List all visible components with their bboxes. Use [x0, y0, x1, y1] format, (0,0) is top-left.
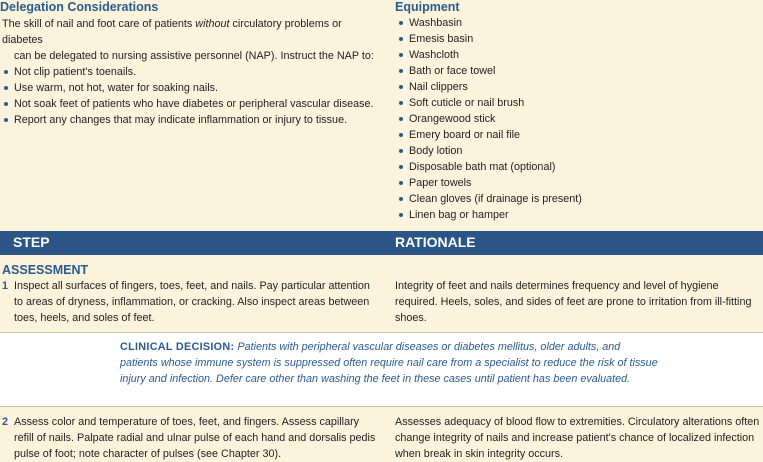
delegation-intro-line2: can be delegated to nursing assistive personnel (NAP). Instruct the NAP to:	[14, 50, 374, 62]
list-item: Paper towels	[395, 175, 763, 191]
clinical-decision-content	[120, 339, 660, 387]
step-text: Inspect all surfaces of fingers, toes, feet, and nails. Pay particular attention to areas of dryness, inflammation, or cracking. Also inspect areas between toes, heels, and soles of feet.	[14, 280, 370, 324]
delegation-intro-part2: circulatory problems or diabetes	[2, 18, 342, 46]
bullet-icon	[399, 197, 403, 201]
clinical-decision-label: CLINICAL DECISION:	[120, 341, 235, 353]
list-item: Body lotion	[395, 143, 763, 159]
bullet-icon	[399, 69, 403, 73]
clinical-decision-box	[0, 332, 763, 407]
list-item: Not soak feet of patients who have diabetes or peripheral vascular disease.	[0, 96, 385, 112]
step-number: 2	[2, 416, 9, 428]
delegation-intro	[0, 16, 385, 64]
bullet-icon	[399, 53, 403, 57]
bullet-icon	[4, 70, 8, 74]
bullet-icon	[399, 213, 403, 217]
delegation-title: Delegation Considerations	[0, 0, 159, 14]
step-rationale-header	[0, 231, 763, 255]
equipment-list	[395, 15, 763, 223]
list-item: Bath or face towel	[395, 63, 763, 79]
rationale-header: RATIONALE	[395, 234, 476, 250]
bullet-icon	[399, 21, 403, 25]
equipment-section	[395, 0, 763, 223]
equipment-title: Equipment	[395, 0, 460, 14]
list-item: Emery board or nail file	[395, 127, 763, 143]
list-item: Use warm, not hot, water for soaking nails.	[0, 80, 385, 96]
bullet-icon	[4, 86, 8, 90]
step-text: Assess color and temperature of toes, feet, and fingers. Assess capillary refill of nails. Palpate radial and ulnar pulse of each hand and dorsalis pedis pulse of foot; note character of pulses (see Chapter 30).	[14, 416, 376, 460]
delegation-intro-italic: without	[195, 18, 230, 30]
bullet-icon	[399, 101, 403, 105]
clinical-decision-text: Patients with peripheral vascular diseases or diabetes mellitus, older adults, and patients whose immune system is suppressed often require nail care from a specialist to reduce the risk of tissue injury and infection. Defer care other than washing the feet in these cases until patient has been evaluated.	[120, 341, 658, 385]
delegation-list	[0, 64, 385, 128]
list-item: Orangewood stick	[395, 111, 763, 127]
bullet-icon	[399, 133, 403, 137]
list-item: Washcloth	[395, 47, 763, 63]
table-row	[0, 278, 763, 330]
bullet-icon	[4, 102, 8, 106]
delegation-section	[0, 0, 385, 128]
bullet-icon	[399, 117, 403, 121]
delegation-intro-part1: The skill of nail and foot care of patients	[2, 18, 196, 30]
list-item: Clean gloves (if drainage is present)	[395, 191, 763, 207]
list-item: Report any changes that may indicate inflammation or injury to tissue.	[0, 112, 385, 128]
rationale-text: Assesses adequacy of blood flow to extremities. Circulatory alterations often change integrity of nails and increase patient's chance of localized infection when break in skin integrity occurs.	[395, 416, 760, 460]
bullet-icon	[4, 118, 8, 122]
bullet-icon	[399, 149, 403, 153]
list-item: Disposable bath mat (optional)	[395, 159, 763, 175]
bullet-icon	[399, 37, 403, 41]
list-item: Nail clippers	[395, 79, 763, 95]
list-item: Soft cuticle or nail brush	[395, 95, 763, 111]
list-item: Not clip patient's toenails.	[0, 64, 385, 80]
step-header: STEP	[13, 234, 50, 250]
assessment-title: ASSESSMENT	[2, 263, 89, 277]
list-item: Washbasin	[395, 15, 763, 31]
step-number: 1	[2, 280, 9, 292]
bullet-icon	[399, 165, 403, 169]
list-item: Emesis basin	[395, 31, 763, 47]
bullet-icon	[399, 181, 403, 185]
rationale-text: Integrity of feet and nails determines frequency and level of hygiene required. Heels, soles, and sides of feet are prone to irritation from ill-fitting shoes.	[395, 280, 752, 324]
table-row	[0, 414, 763, 459]
list-item: Linen bag or hamper	[395, 207, 763, 223]
bullet-icon	[399, 85, 403, 89]
